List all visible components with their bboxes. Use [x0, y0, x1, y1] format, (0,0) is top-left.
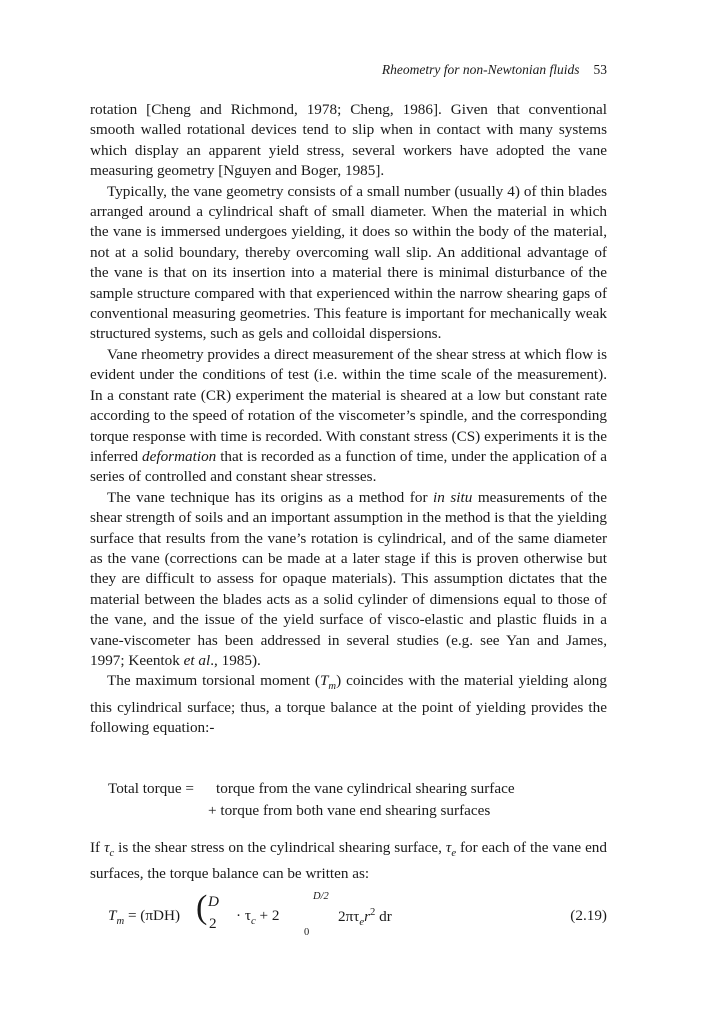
page-number: 53	[593, 62, 607, 77]
word-equation	[108, 778, 515, 822]
paragraph	[90, 345, 607, 488]
equation-number: (2.19)	[570, 907, 607, 924]
text-segment: The vane technique has its origins as a method for	[107, 488, 434, 506]
text-segment: ) coincides with the material yielding along this cylindrical surface; thus, a torque balance at the point of yielding provides the following equation:-	[90, 672, 607, 737]
text-segment: Typically, the vane geometry consists of a small number (usually 4) of thin blades arranged around a cylindrical shaft of small diameter. When the material in which the vane is immersed undergoes yielding, it does so within the body of the material, not at a solid boundary, thereby overcoming wall slip. An additional advantage of the vane is that on its insertion into a material there is minimal disturbance of the sample structure compared with that experienced within the narrow shearing gaps of conventional measuring geometries. This feature is important for mechanically weak structured systems, such as gels and colloidal dispersions.	[90, 182, 607, 343]
text-segment: τ	[104, 839, 110, 856]
text-segment: Vane rheometry provides a direct measurement of the shear stress at which flow is evident under the conditions of test (i.e. within the time scale of the measurement). In a constant rate (CR) experiment the material is sheared at a low but constant rate according to the speed of rotation of the viscometer’s spindle, and the corresponding torque response with time is recorded. With constant stress (CS) experiments it is the inferred	[90, 345, 607, 465]
paragraph	[90, 488, 607, 672]
text-segment: rotation [Cheng and Richmond, 1978; Cheng, 1986]. Given that conventional smooth walled rotational devices tend to slip when in contact with many systems which display an apparent yield stress, several workers have adopted the vane measuring geometry [Nguyen and Boger, 1985].	[90, 101, 607, 180]
equation-middle: · $\tau_c + 2$	[236, 907, 280, 928]
integral-lower-limit: 0	[304, 927, 310, 938]
integral-upper-limit: D/2	[313, 891, 329, 902]
text-segment: measurements of the shear strength of soils and an important assumption in the method is that the yielding surface that results from the vane’s rotation is cylindrical, and of the same diameter as the vane (corrections can be made at a later stage if this is proven otherwise but they are difficult to assess for opaque materials). This assumption dictates that the material between the blades acts as a solid cylinder of dimensions equal to those of the vane, and the issue of the yield surface of visco-elastic and plastic fluids in a vane-viscometer has been addressed in several studies (e.g. see Yan and James, 1997; Keentok	[90, 488, 607, 669]
equation-2-19	[108, 889, 607, 943]
text-segment: τ	[445, 839, 452, 856]
word-equation-lhs: Total torque =	[108, 780, 194, 797]
text-segment: deformation	[142, 447, 217, 465]
text-segment: e	[451, 848, 457, 860]
text-segment: that is recorded as a function of time, under the application of a series of controlled and constant shear stresses.	[90, 447, 607, 486]
fraction-numerator: D	[208, 893, 219, 910]
paragraph	[90, 100, 607, 182]
text-segment: for each of the vane end surfaces, the torque balance can be written as:	[90, 839, 607, 883]
text-segment: If	[90, 839, 105, 856]
text-segment: is the shear stress on the cylindrical shearing surface,	[114, 839, 446, 856]
running-header	[90, 62, 607, 78]
text-segment: T	[319, 672, 329, 690]
integrand: $2\pi\tau_er^2$ dr	[338, 907, 392, 929]
fraction-denominator: 2	[209, 915, 217, 932]
running-title: Rheometry for non-Newtonian fluids	[381, 62, 580, 77]
body-text	[90, 100, 607, 739]
open-paren-glyph: (	[196, 889, 208, 926]
word-equation-line1: torque from the vane cylindrical shearing surface	[216, 780, 515, 797]
text-segment: m	[328, 681, 337, 693]
text-segment: ., 1985).	[210, 651, 261, 669]
text-segment: in situ	[433, 488, 473, 506]
text-segment: c	[109, 848, 115, 860]
text-segment: The maximum torsional moment (	[107, 672, 320, 690]
paragraph	[90, 671, 607, 738]
paragraph	[90, 838, 607, 885]
paragraph	[90, 182, 607, 345]
equation-lhs: $T_m = (\pi DH)$	[108, 907, 181, 928]
text-segment: et al	[183, 651, 211, 669]
word-equation-line2: + torque from both vane end shearing surfaces	[208, 802, 491, 819]
after-text	[90, 838, 607, 885]
